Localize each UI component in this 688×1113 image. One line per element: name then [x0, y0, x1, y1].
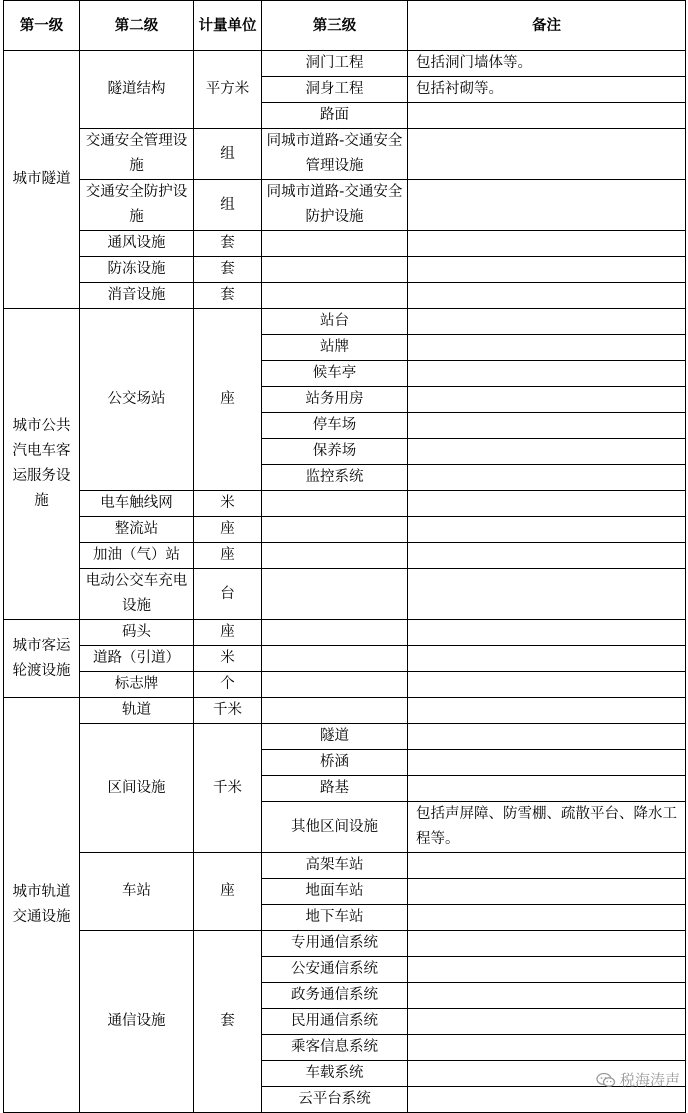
unit-cell: 套	[194, 931, 262, 1113]
table-row	[4, 569, 686, 620]
level3-cell: 路面	[262, 103, 408, 129]
table-row	[4, 309, 686, 335]
level2-communication: 通信设施	[80, 931, 194, 1113]
note-cell: 包括洞门墙体等。	[408, 51, 686, 77]
unit-cell: 套	[194, 283, 262, 309]
level3-cell: 保养场	[262, 439, 408, 465]
watermark-text: 税海涛声	[619, 1071, 680, 1089]
infrastructure-classification-table	[3, 0, 686, 1113]
level3-cell: 桥涵	[262, 750, 408, 776]
level3-cell	[262, 569, 408, 620]
level2-stations: 车站	[80, 853, 194, 931]
note-cell	[408, 361, 686, 387]
note-cell	[408, 724, 686, 750]
level3-cell: 乘客信息系统	[262, 1035, 408, 1061]
note-cell	[408, 387, 686, 413]
table-row	[4, 51, 686, 77]
note-cell	[408, 931, 686, 957]
level3-cell: 云平台系统	[262, 1087, 408, 1113]
level3-cell: 高架车站	[262, 853, 408, 879]
level3-cell: 同城市道路-交通安全防护设施	[262, 180, 408, 231]
note-cell	[408, 413, 686, 439]
note-cell	[408, 129, 686, 180]
level3-cell	[262, 283, 408, 309]
level2-rectifier: 整流站	[80, 517, 194, 543]
level3-cell: 停车场	[262, 413, 408, 439]
level2-trolley-wire: 电车触线网	[80, 491, 194, 517]
note-cell	[408, 231, 686, 257]
level2-fuel-station: 加油（气）站	[80, 543, 194, 569]
level3-cell: 洞身工程	[262, 77, 408, 103]
note-cell	[408, 491, 686, 517]
note-cell	[408, 309, 686, 335]
level3-cell: 地面车站	[262, 879, 408, 905]
unit-cell: 个	[194, 672, 262, 698]
watermark	[596, 1069, 680, 1090]
unit-cell: 台	[194, 569, 262, 620]
table-row	[4, 283, 686, 309]
note-cell	[408, 569, 686, 620]
level3-cell	[262, 543, 408, 569]
note-cell	[408, 335, 686, 361]
level2-silencing: 消音设施	[80, 283, 194, 309]
level1-bus: 城市公共汽电车客运服务设施	[4, 309, 80, 620]
table-row	[4, 698, 686, 724]
header-note: 备注	[408, 1, 686, 51]
wechat-icon	[596, 1072, 616, 1088]
level2-access-road: 道路（引道）	[80, 646, 194, 672]
note-cell	[408, 776, 686, 802]
level2-antifreeze: 防冻设施	[80, 257, 194, 283]
unit-cell: 套	[194, 257, 262, 283]
table-row	[4, 853, 686, 879]
table-row	[4, 129, 686, 180]
table-row	[4, 517, 686, 543]
note-cell	[408, 543, 686, 569]
note-cell	[408, 1009, 686, 1035]
note-cell	[408, 1035, 686, 1061]
unit-cell: 座	[194, 309, 262, 491]
unit-cell: 套	[194, 231, 262, 257]
unit-cell: 千米	[194, 724, 262, 853]
level3-cell: 路基	[262, 776, 408, 802]
unit-cell: 座	[194, 853, 262, 931]
level3-cell: 其他区间设施	[262, 802, 408, 853]
level2-tunnel-structure: 隧道结构	[80, 51, 194, 129]
level3-cell	[262, 672, 408, 698]
level3-cell: 站牌	[262, 335, 408, 361]
level3-cell	[262, 517, 408, 543]
note-cell	[408, 283, 686, 309]
note-cell	[408, 180, 686, 231]
unit-cell: 组	[194, 129, 262, 180]
level3-cell: 民用通信系统	[262, 1009, 408, 1035]
note-cell	[408, 257, 686, 283]
note-cell	[408, 517, 686, 543]
level3-cell: 站台	[262, 309, 408, 335]
level1-ferry: 城市客运轮渡设施	[4, 620, 80, 698]
level3-cell: 政务通信系统	[262, 983, 408, 1009]
table-row	[4, 620, 686, 646]
note-cell	[408, 1087, 686, 1113]
unit-cell: 米	[194, 491, 262, 517]
note-cell	[408, 439, 686, 465]
unit-cell: 米	[194, 646, 262, 672]
note-cell: 包括声屏障、防雪棚、疏散平台、降水工程等。	[408, 802, 686, 853]
level1-rail: 城市轨道交通设施	[4, 698, 80, 1113]
unit-cell: 千米	[194, 698, 262, 724]
note-cell	[408, 698, 686, 724]
note-cell	[408, 750, 686, 776]
table-row	[4, 724, 686, 750]
level2-wharf: 码头	[80, 620, 194, 646]
header-level2: 第二级	[80, 1, 194, 51]
header-level1: 第一级	[4, 1, 80, 51]
table-row	[4, 646, 686, 672]
level3-cell: 候车亭	[262, 361, 408, 387]
level3-cell: 隧道	[262, 724, 408, 750]
level3-cell: 洞门工程	[262, 51, 408, 77]
level3-cell: 公安通信系统	[262, 957, 408, 983]
unit-cell: 座	[194, 517, 262, 543]
level3-cell: 车载系统	[262, 1061, 408, 1087]
unit-cell: 组	[194, 180, 262, 231]
level3-cell	[262, 646, 408, 672]
header-row	[4, 1, 686, 51]
level2-safety-protection: 交通安全防护设施	[80, 180, 194, 231]
level3-cell	[262, 491, 408, 517]
note-cell	[408, 957, 686, 983]
table-row	[4, 543, 686, 569]
note-cell	[408, 853, 686, 879]
table-row	[4, 672, 686, 698]
level3-cell	[262, 231, 408, 257]
level3-cell: 站务用房	[262, 387, 408, 413]
note-cell	[408, 646, 686, 672]
table-row	[4, 931, 686, 957]
header-unit: 计量单位	[194, 1, 262, 51]
level2-bus-station: 公交场站	[80, 309, 194, 491]
level2-sign: 标志牌	[80, 672, 194, 698]
level3-cell: 专用通信系统	[262, 931, 408, 957]
level3-cell	[262, 620, 408, 646]
level1-tunnel: 城市隧道	[4, 51, 80, 309]
level3-cell	[262, 698, 408, 724]
header-level3: 第三级	[262, 1, 408, 51]
unit-cell: 平方米	[194, 51, 262, 129]
unit-cell: 座	[194, 620, 262, 646]
note-cell	[408, 879, 686, 905]
level2-section: 区间设施	[80, 724, 194, 853]
note-cell	[408, 465, 686, 491]
level3-cell	[262, 257, 408, 283]
note-cell: 包括衬砌等。	[408, 77, 686, 103]
level2-charging: 电动公交车充电设施	[80, 569, 194, 620]
note-cell	[408, 905, 686, 931]
note-cell	[408, 103, 686, 129]
note-cell	[408, 620, 686, 646]
level3-cell: 地下车站	[262, 905, 408, 931]
table-row	[4, 231, 686, 257]
level3-cell: 监控系统	[262, 465, 408, 491]
note-cell	[408, 672, 686, 698]
level3-cell: 同城市道路-交通安全管理设施	[262, 129, 408, 180]
level2-ventilation: 通风设施	[80, 231, 194, 257]
table-row	[4, 180, 686, 231]
level2-safety-management: 交通安全管理设施	[80, 129, 194, 180]
unit-cell: 座	[194, 543, 262, 569]
level2-track: 轨道	[80, 698, 194, 724]
note-cell	[408, 983, 686, 1009]
table-row	[4, 491, 686, 517]
table-row	[4, 257, 686, 283]
